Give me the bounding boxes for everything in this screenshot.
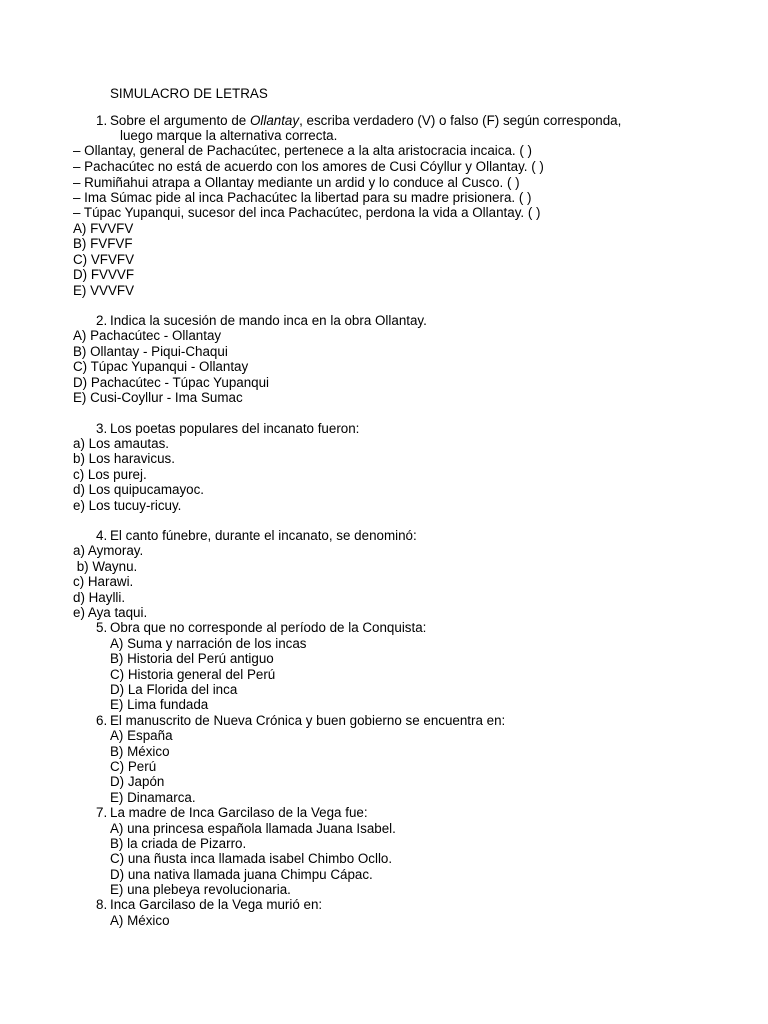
question-8-stem xyxy=(96,897,322,912)
statement-2: – Pachacútec no está de acuerdo con los amores de Cusi Cóyllur y Ollantay. ( ) xyxy=(73,159,544,174)
question-4-stem xyxy=(96,528,417,543)
q2-option-a: A) Pachacútec - Ollantay xyxy=(73,328,222,343)
question-text: Indica la sucesión de mando inca en la obra Ollantay. xyxy=(110,313,427,328)
statement-5: – Túpac Yupanqui, sucesor del inca Pachacútec, perdona la vida a Ollantay. ( ) xyxy=(73,205,541,220)
q7-option-a: A) una princesa española llamada Juana Isabel. xyxy=(110,821,396,836)
q8-option-a: A) México xyxy=(110,913,170,928)
q4-option-c: c) Harawi. xyxy=(73,574,134,589)
question-number: 8. xyxy=(96,897,108,912)
page-title: SIMULACRO DE LETRAS xyxy=(110,86,268,101)
question-text: El manuscrito de Nueva Crónica y buen gobierno se encuentra en: xyxy=(110,713,506,728)
q6-option-a: A) España xyxy=(110,728,173,743)
q2-option-c: C) Túpac Yupanqui - Ollantay xyxy=(73,359,249,374)
q2-option-e: E) Cusi-Coyllur - Ima Sumac xyxy=(73,390,243,405)
q5-option-d: D) La Florida del inca xyxy=(110,682,238,697)
question-1-stem xyxy=(96,113,621,128)
q4-option-b: b) Waynu. xyxy=(73,559,138,574)
q3-option-d: d) Los quipucamayoc. xyxy=(73,482,205,497)
question-text: Inca Garcilaso de la Vega murió en: xyxy=(110,897,323,912)
q1-option-e: E) VVVFV xyxy=(73,283,135,298)
question-number: 5. xyxy=(96,620,108,635)
question-text: Los poetas populares del incanato fueron: xyxy=(110,421,360,436)
q2-option-b: B) Ollantay - Piqui-Chaqui xyxy=(73,344,228,359)
q3-option-e: e) Los tucuy-ricuy. xyxy=(73,498,182,513)
question-text: La madre de Inca Garcilaso de la Vega fue: xyxy=(110,805,368,820)
question-number: 3. xyxy=(96,421,108,436)
q3-option-b: b) Los haravicus. xyxy=(73,451,175,466)
statement-1: – Ollantay, general de Pachacútec, pertenece a la alta aristocracia incaica. ( ) xyxy=(73,143,533,158)
q6-option-b: B) México xyxy=(110,744,170,759)
q1-text-before: Sobre el argumento de xyxy=(110,113,250,128)
q3-option-a: a) Los amautas. xyxy=(73,436,170,451)
question-3-stem xyxy=(96,421,359,436)
q6-option-d: D) Japón xyxy=(110,774,165,789)
question-1-stem-line-2: luego marque la alternativa correcta. xyxy=(120,128,338,143)
question-7-stem xyxy=(96,805,368,820)
question-6-stem xyxy=(96,713,505,728)
question-number: 2. xyxy=(96,313,108,328)
q7-option-b: B) la criada de Pizarro. xyxy=(110,836,247,851)
q4-option-e: e) Aya taqui. xyxy=(73,605,148,620)
q6-option-e: E) Dinamarca. xyxy=(110,790,196,805)
q1-option-c: C) VFVFV xyxy=(73,252,135,267)
statement-4: – Ima Súmac pide al inca Pachacútec la libertad para su madre prisionera. ( ) xyxy=(73,190,532,205)
q5-option-a: A) Suma y narración de los incas xyxy=(110,636,307,651)
q7-option-e: E) una plebeya revolucionaria. xyxy=(110,882,291,897)
q7-option-c: C) una ñusta inca llamada isabel Chimbo Ocllo. xyxy=(110,851,393,866)
q1-text-italic: Ollantay xyxy=(249,113,300,128)
q5-option-c: C) Historia general del Perú xyxy=(110,667,276,682)
q1-option-a: A) FVVFV xyxy=(73,221,134,236)
q1-text-after: , escriba verdadero (V) o falso (F) según corresponda, xyxy=(299,113,622,128)
q6-option-c: C) Perú xyxy=(110,759,157,774)
q1-option-d: D) FVVVF xyxy=(73,267,135,282)
question-number: 4. xyxy=(96,528,108,543)
question-number: 7. xyxy=(96,805,108,820)
q3-option-c: c) Los purej. xyxy=(73,467,147,482)
q4-option-d: d) Haylli. xyxy=(73,590,126,605)
question-number: 1. xyxy=(96,113,108,128)
question-text: Obra que no corresponde al período de la Conquista: xyxy=(110,620,427,635)
q2-option-d: D) Pachacútec - Túpac Yupanqui xyxy=(73,375,270,390)
q4-option-a: a) Aymoray. xyxy=(73,543,144,558)
q5-option-e: E) Lima fundada xyxy=(110,697,209,712)
q7-option-d: D) una nativa llamada juana Chimpu Cápac. xyxy=(110,867,373,882)
question-5-stem xyxy=(96,620,426,635)
q1-option-b: B) FVFVF xyxy=(73,236,133,251)
question-number: 6. xyxy=(96,713,108,728)
question-2-stem xyxy=(96,313,427,328)
statement-3: – Rumiñahui atrapa a Ollantay mediante un ardid y lo conduce al Cusco. ( ) xyxy=(73,175,520,190)
q5-option-b: B) Historia del Perú antiguo xyxy=(110,651,274,666)
question-text: El canto fúnebre, durante el incanato, se denominó: xyxy=(110,528,417,543)
